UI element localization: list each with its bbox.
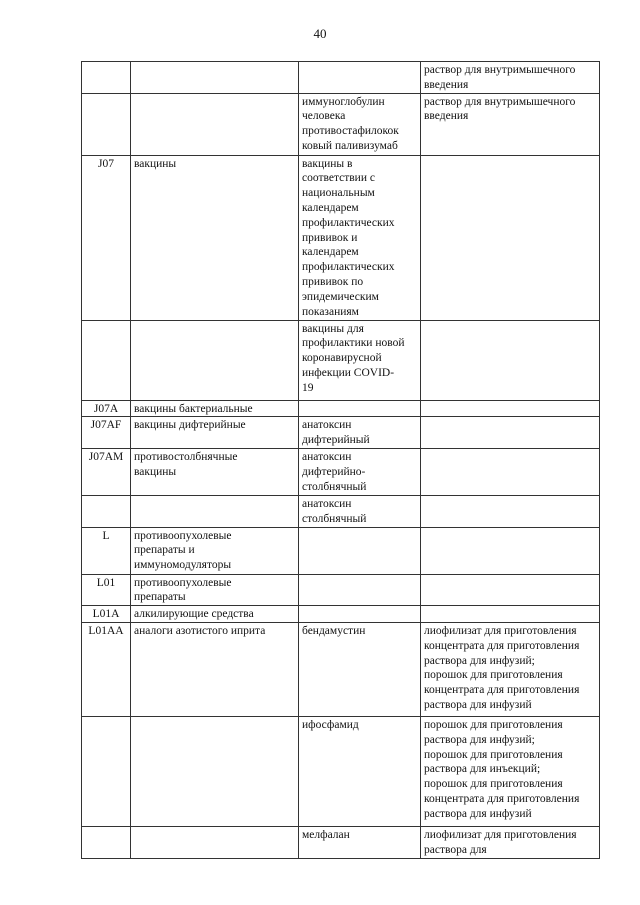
anatomical-group-cell — [131, 417, 299, 449]
drug-name-cell — [299, 527, 421, 574]
drug-name-cell — [299, 93, 421, 155]
dosage-form-cell — [421, 400, 600, 417]
drug-name-cell-text: иммуноглобулин человека противостафилокок ковый паливизумаб — [302, 95, 399, 152]
dosage-form-cell-text: раствор для внутримышечного введения — [424, 95, 576, 123]
anatomical-group-cell — [131, 826, 299, 858]
atc-code-cell-text: J07 — [98, 157, 114, 170]
atc-code-cell — [82, 622, 131, 716]
drug-table-body — [82, 62, 600, 859]
anatomical-group-cell-text: алкилирующие средства — [134, 608, 254, 621]
atc-code-cell — [82, 417, 131, 449]
atc-code-cell — [82, 155, 131, 320]
atc-code-cell-text: J07AM — [88, 450, 124, 463]
anatomical-group-cell — [131, 606, 299, 623]
anatomical-group-cell — [131, 93, 299, 155]
anatomical-group-cell-text: противостолбнячные вакцины — [134, 450, 238, 478]
drug-name-cell — [299, 574, 421, 606]
atc-code-cell — [82, 574, 131, 606]
dosage-form-cell — [421, 716, 600, 826]
anatomical-group-cell — [131, 320, 299, 400]
table-row — [82, 448, 600, 495]
atc-code-cell — [82, 320, 131, 400]
atc-code-cell — [82, 495, 131, 527]
table-row — [82, 527, 600, 574]
atc-code-cell-text: L01A — [92, 608, 120, 621]
drug-name-cell — [299, 417, 421, 449]
drug-name-cell-text: бендамустин — [302, 624, 366, 637]
atc-code-cell — [82, 400, 131, 417]
atc-code-cell-text: L — [102, 529, 110, 542]
atc-code-cell — [82, 716, 131, 826]
drug-name-cell — [299, 400, 421, 417]
atc-code-cell-text: J07A — [93, 402, 119, 415]
dosage-form-cell — [421, 826, 600, 858]
page-number: 40 — [313, 26, 327, 41]
anatomical-group-cell — [131, 527, 299, 574]
dosage-form-cell — [421, 574, 600, 606]
atc-code-cell — [82, 93, 131, 155]
table-row — [82, 495, 600, 527]
atc-code-cell — [82, 826, 131, 858]
anatomical-group-cell-text: противоопухолевые препараты и иммуномодуляторы — [134, 529, 232, 572]
dosage-form-cell — [421, 320, 600, 400]
dosage-form-cell-text: лиофилизат для приготовления концентрата для приготовления раствора для инфузий; порошок для приготовления концентрата для приготовления раствора для инфузий — [424, 624, 580, 711]
anatomical-group-cell — [131, 716, 299, 826]
drug-name-cell-text: ифосфамид — [302, 718, 359, 731]
drug-name-cell-text: мелфалан — [302, 828, 350, 841]
anatomical-group-cell — [131, 62, 299, 94]
dosage-form-cell — [421, 527, 600, 574]
drug-name-cell — [299, 622, 421, 716]
drug-name-cell — [299, 716, 421, 826]
atc-code-cell — [82, 62, 131, 94]
anatomical-group-cell-text: противоопухолевые препараты — [134, 576, 232, 604]
dosage-form-cell — [421, 155, 600, 320]
dosage-form-cell — [421, 417, 600, 449]
atc-code-cell — [82, 527, 131, 574]
anatomical-group-cell — [131, 400, 299, 417]
table-row — [82, 574, 600, 606]
table-row — [82, 826, 600, 858]
drug-name-cell-text: вакцины в соответствии с национальным календарем профилактических прививок и календарем профилактических прививок по эпидемическим показаниям — [302, 157, 395, 318]
anatomical-group-cell-text: аналоги азотистого иприта — [134, 624, 266, 637]
atc-code-cell — [82, 448, 131, 495]
dosage-form-cell-text: лиофилизат для приготовления раствора для — [424, 828, 577, 856]
drug-name-cell-text: вакцины для профилактики новой коронавирусной инфекции COVID- 19 — [302, 322, 405, 394]
anatomical-group-cell — [131, 574, 299, 606]
drug-name-cell-text: анатоксин дифтерийный — [302, 419, 370, 447]
dosage-form-cell-text: порошок для приготовления раствора для инфузий; порошок для приготовления раствора для инъекций; порошок для приготовления концентрата для приготовления раствора для инфузий — [424, 718, 580, 820]
anatomical-group-cell — [131, 448, 299, 495]
drug-name-cell — [299, 826, 421, 858]
drug-name-cell-text: анатоксин столбнячный — [302, 497, 367, 525]
anatomical-group-cell-text: вакцины — [134, 157, 177, 170]
dosage-form-cell — [421, 62, 600, 94]
dosage-form-cell — [421, 93, 600, 155]
atc-code-cell-text: L01AA — [88, 624, 124, 637]
table-row — [82, 320, 600, 400]
anatomical-group-cell-text: вакцины бактериальные — [134, 402, 253, 415]
drug-name-cell — [299, 606, 421, 623]
atc-code-cell — [82, 606, 131, 623]
anatomical-group-cell — [131, 622, 299, 716]
dosage-form-cell-text: раствор для внутримышечного введения — [424, 64, 576, 91]
dosage-form-cell — [421, 606, 600, 623]
drug-name-cell — [299, 495, 421, 527]
table-row — [82, 622, 600, 716]
dosage-form-cell — [421, 495, 600, 527]
drug-name-cell-text: анатоксин дифтерийно- столбнячный — [302, 450, 367, 493]
table-row — [82, 716, 600, 826]
dosage-form-cell — [421, 622, 600, 716]
table-row — [82, 93, 600, 155]
table-row — [82, 417, 600, 449]
table-row — [82, 155, 600, 320]
table-row — [82, 400, 600, 417]
table-row — [82, 606, 600, 623]
anatomical-group-cell — [131, 155, 299, 320]
drug-name-cell — [299, 62, 421, 94]
drug-name-cell — [299, 448, 421, 495]
drug-name-cell — [299, 155, 421, 320]
dosage-form-cell — [421, 448, 600, 495]
anatomical-group-cell — [131, 495, 299, 527]
drug-table — [81, 61, 600, 859]
atc-code-cell-text: L01 — [96, 576, 116, 589]
drug-name-cell — [299, 320, 421, 400]
anatomical-group-cell-text: вакцины дифтерийные — [134, 419, 246, 432]
table-row — [82, 62, 600, 94]
atc-code-cell-text: J07AF — [90, 419, 122, 432]
